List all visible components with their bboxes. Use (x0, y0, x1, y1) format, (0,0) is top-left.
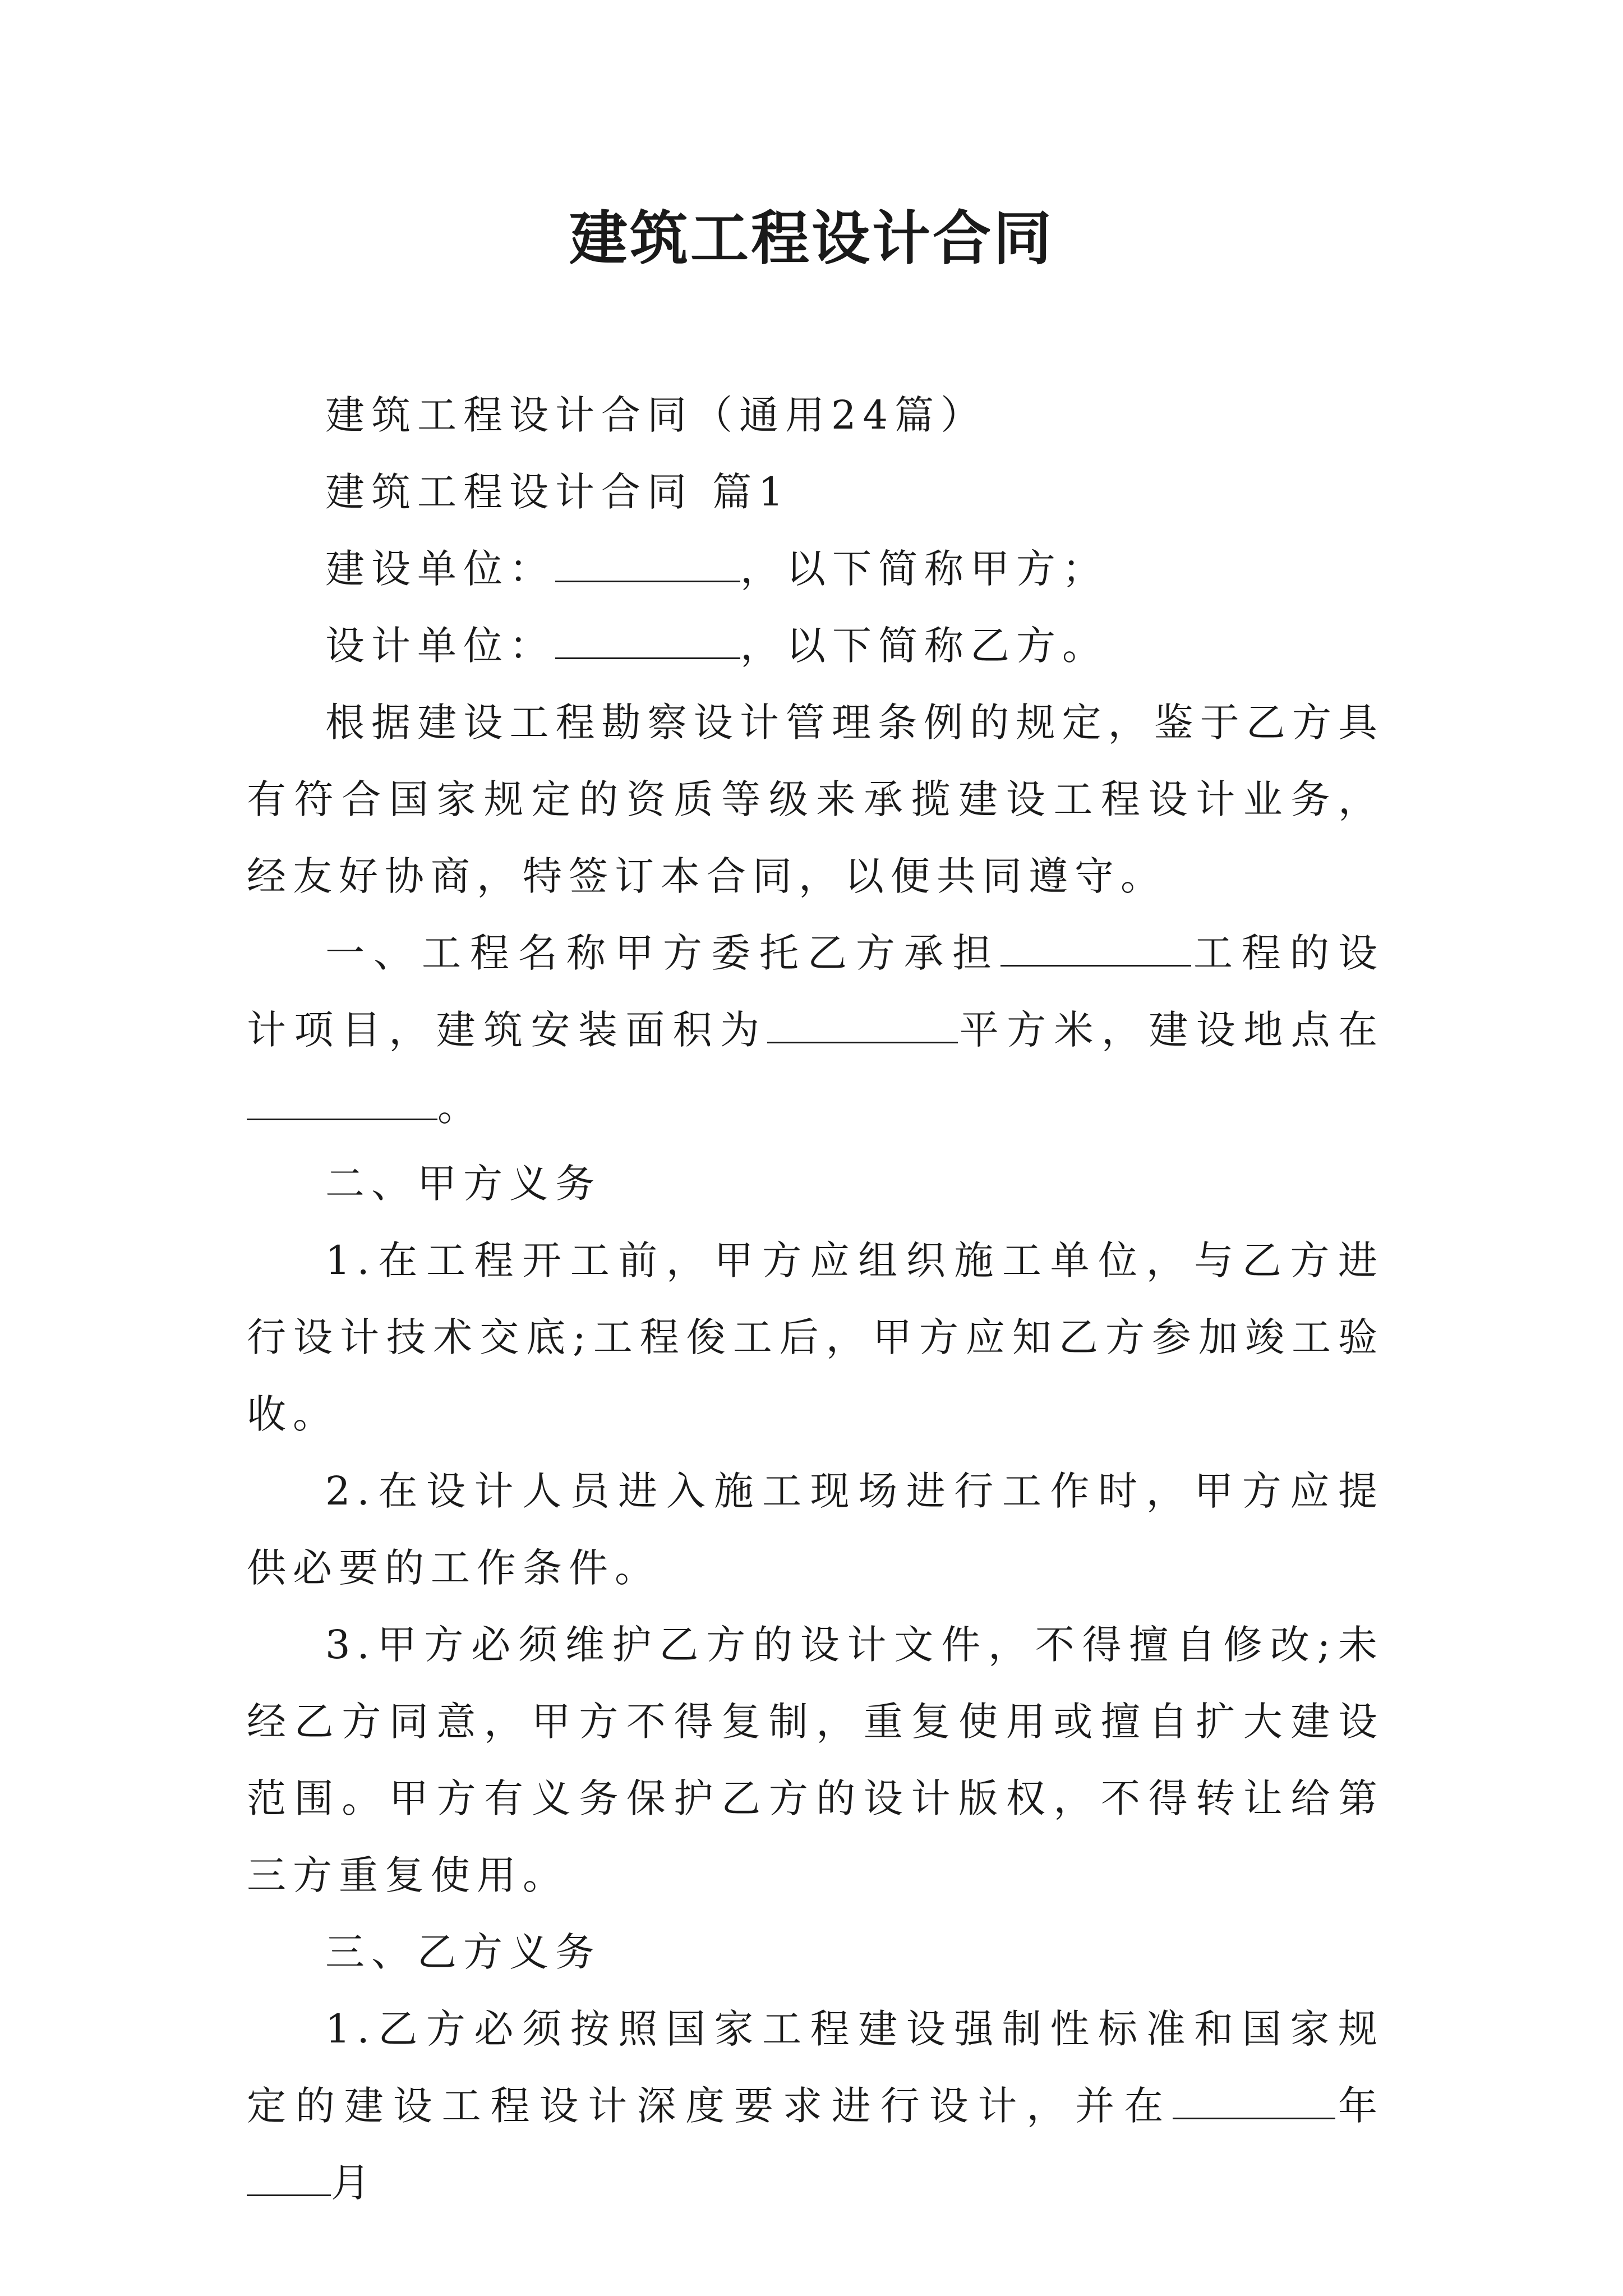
party-b-blank (555, 625, 740, 659)
party-a-label: 建设单位： (325, 546, 555, 592)
section1-paragraph (247, 915, 1384, 1145)
section2-heading: 二、甲方义务 (325, 1161, 601, 1207)
party-b-line (247, 608, 1384, 684)
section2-item-2: 2.在设计人员进入施工现场进行工作时，甲方应提供必要的工作条件。 (247, 1468, 1384, 1591)
preamble-paragraph: 根据建设工程勘察设计管理条例的规定，鉴于乙方具有符合国家规定的资质等级来承揽建设工程设计业务，经友好协商，特签订本合同，以便共同遵守。 (247, 700, 1384, 899)
party-a-blank (555, 548, 740, 582)
party-b-label: 设计单位： (325, 623, 555, 669)
year-blank (1173, 2085, 1335, 2119)
project-name-blank (1000, 932, 1191, 967)
area-blank (767, 1009, 958, 1043)
section3-item-1 (247, 1991, 1384, 2221)
party-a-suffix: ，以下简称甲方； (740, 546, 1108, 592)
section1-text-4: 。 (437, 1084, 483, 1130)
section3-heading: 三、乙方义务 (325, 1929, 601, 1975)
article-heading: 建筑工程设计合同 篇1 (325, 469, 790, 515)
section2-item-1: 1.在工程开工前，甲方应组织施工单位，与乙方进行设计技术交底;工程俊工后，甲方应知乙方参加竣工验收。 (247, 1237, 1384, 1437)
section1-text-3: 平方米，建设地点在 (958, 1007, 1385, 1053)
section1-text-2: 工程的设计项目，建筑安装面积为 (247, 930, 1384, 1053)
month-blank (247, 2162, 331, 2196)
party-a-line (247, 531, 1384, 608)
year-label: 年 (1335, 2083, 1385, 2129)
month-label: 月 (331, 2160, 377, 2206)
location-blank (247, 1086, 437, 1120)
section2-item-3: 3.甲方必须维护乙方的设计文件，不得擅自修改;未经乙方同意，甲方不得复制，重复使用或擅自扩大建设范围。甲方有义务保护乙方的设计版权，不得转让给第三方重复使用。 (247, 1622, 1384, 1898)
subtitle-paragraph: 建筑工程设计合同（通用24篇） (325, 392, 987, 438)
section3-item-1-text: 1.乙方必须按照国家工程建设强制性标准和国家规定的建设工程设计深度要求进行设计，并在 (247, 2006, 1384, 2129)
section1-text-1: 一、工程名称甲方委托乙方承担 (325, 930, 1000, 976)
document-body (247, 377, 1384, 2221)
party-b-suffix: ，以下简称乙方。 (740, 623, 1108, 669)
document-title: 建筑工程设计合同 (569, 204, 1054, 273)
